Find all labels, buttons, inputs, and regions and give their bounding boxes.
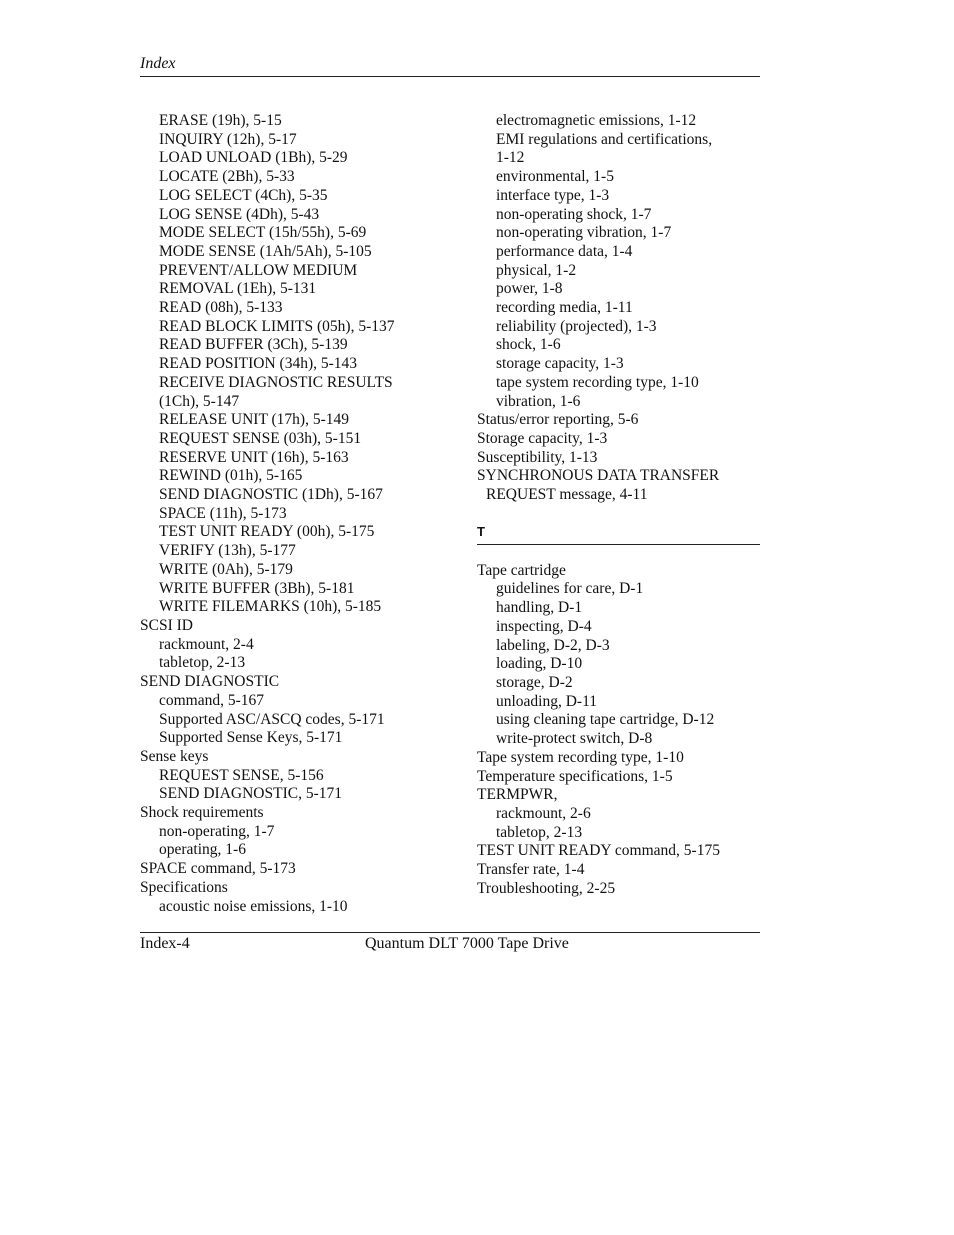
index-subentry: guidelines for care, D-1 xyxy=(496,580,644,598)
index-subentry: electromagnetic emissions, 1-12 xyxy=(496,112,697,129)
index-subentry: tabletop, 2-13 xyxy=(496,823,583,841)
index-entry: SEND DIAGNOSTIC xyxy=(140,673,280,691)
index-subentry: EMI regulations and certifications, xyxy=(496,130,713,148)
index-subentry: READ BUFFER (3Ch), 5-139 xyxy=(159,336,348,354)
index-subentry: power, 1-8 xyxy=(496,280,563,298)
index-subentry: inspecting, D-4 xyxy=(496,617,592,635)
index-subentry: non-operating, 1-7 xyxy=(159,822,275,840)
index-entry: Transfer rate, 1-4 xyxy=(477,861,585,879)
index-entry: Tape system recording type, 1-10 xyxy=(477,748,684,766)
index-subentry: environmental, 1-5 xyxy=(496,168,614,186)
index-subentry: rackmount, 2-4 xyxy=(159,635,254,653)
index-subentry: using cleaning tape cartridge, D-12 xyxy=(496,711,715,729)
index-subentry: VERIFY (13h), 5-177 xyxy=(159,542,296,560)
index-subentry: READ BLOCK LIMITS (05h), 5-137 xyxy=(159,317,395,335)
index-subentry: TEST UNIT READY (00h), 5-175 xyxy=(159,523,375,541)
index-subentry: SPACE (11h), 5-173 xyxy=(159,504,287,522)
index-entry: Sense keys xyxy=(140,747,209,765)
index-subentry: SEND DIAGNOSTIC (1Dh), 5-167 xyxy=(159,486,383,504)
index-subentry: RESERVE UNIT (16h), 5-163 xyxy=(159,448,349,466)
book-title: Quantum DLT 7000 Tape Drive xyxy=(365,935,569,952)
index-entry: Shock requirements xyxy=(140,804,264,822)
index-subentry: unloading, D-11 xyxy=(496,692,598,710)
running-header: Index xyxy=(140,55,176,72)
index-subentry: loading, D-10 xyxy=(496,655,583,673)
index-subentry: reliability (projected), 1-3 xyxy=(496,317,657,335)
index-subentry: storage capacity, 1-3 xyxy=(496,355,624,373)
index-entry: SPACE command, 5-173 xyxy=(140,860,296,878)
index-subentry: command, 5-167 xyxy=(159,691,265,709)
index-entry: TERMPWR, xyxy=(477,786,558,804)
page-number: Index-4 xyxy=(140,935,190,952)
index-subentry: WRITE (0Ah), 5-179 xyxy=(159,560,293,578)
index-subentry: interface type, 1-3 xyxy=(496,186,610,204)
index-subentry: handling, D-1 xyxy=(496,599,583,617)
index-subentry: recording media, 1-11 xyxy=(496,299,633,317)
index-subentry: MODE SENSE (1Ah/5Ah), 5-105 xyxy=(159,242,372,260)
index-subentry: Supported Sense Keys, 5-171 xyxy=(159,729,343,747)
index-subentry: vibration, 1-6 xyxy=(496,392,581,410)
index-subentry: shock, 1-6 xyxy=(496,336,561,354)
index-subentry: non-operating vibration, 1-7 xyxy=(496,224,672,242)
index-entry: SYNCHRONOUS DATA TRANSFER xyxy=(477,467,720,485)
index-column-left xyxy=(140,112,460,916)
index-subentry: REWIND (01h), 5-165 xyxy=(159,467,303,485)
index-subentry: 1-12 xyxy=(496,149,525,167)
index-subentry: operating, 1-6 xyxy=(159,841,246,859)
index-subentry: REQUEST SENSE (03h), 5-151 xyxy=(159,429,362,447)
index-subentry: INQUIRY (12h), 5-17 xyxy=(159,130,297,148)
section-rule xyxy=(477,544,760,545)
index-subentry: SEND DIAGNOSTIC, 5-171 xyxy=(159,785,342,803)
index-subentry: LOG SELECT (4Ch), 5-35 xyxy=(159,186,328,204)
index-subentry: tabletop, 2-13 xyxy=(159,654,246,672)
index-subentry: READ (08h), 5-133 xyxy=(159,299,283,317)
index-subentry: RELEASE UNIT (17h), 5-149 xyxy=(159,411,349,429)
index-column-right xyxy=(477,112,760,898)
index-entry: Storage capacity, 1-3 xyxy=(477,429,608,447)
index-subentry: REQUEST message, 4-11 xyxy=(486,486,648,504)
index-entry: Specifications xyxy=(140,878,228,896)
index-subentry: (1Ch), 5-147 xyxy=(159,392,240,410)
index-entry: Temperature specifications, 1-5 xyxy=(477,767,673,785)
index-subentry: WRITE BUFFER (3Bh), 5-181 xyxy=(159,579,355,597)
section-letter: T xyxy=(477,523,485,539)
index-subentry: LOG SENSE (4Dh), 5-43 xyxy=(159,205,320,223)
index-subentry: REMOVAL (1Eh), 5-131 xyxy=(159,280,317,298)
index-entry: Tape cartridge xyxy=(477,561,566,579)
index-subentry: LOAD UNLOAD (1Bh), 5-29 xyxy=(159,149,348,167)
header-rule xyxy=(140,76,760,77)
index-subentry: READ POSITION (34h), 5-143 xyxy=(159,355,358,373)
index-subentry: PREVENT/ALLOW MEDIUM xyxy=(159,261,358,279)
index-subentry: performance data, 1-4 xyxy=(496,242,633,260)
index-entry: TEST UNIT READY command, 5-175 xyxy=(477,842,720,860)
index-subentry: physical, 1-2 xyxy=(496,261,577,279)
index-subentry: WRITE FILEMARKS (10h), 5-185 xyxy=(159,598,382,616)
index-subentry: MODE SELECT (15h/55h), 5-69 xyxy=(159,224,367,242)
index-subentry: tape system recording type, 1-10 xyxy=(496,373,699,391)
index-subentry: REQUEST SENSE, 5-156 xyxy=(159,766,324,784)
index-subentry: rackmount, 2-6 xyxy=(496,804,591,822)
index-subentry: write-protect switch, D-8 xyxy=(496,730,653,748)
index-subentry: labeling, D-2, D-3 xyxy=(496,636,610,654)
footer-rule xyxy=(140,932,760,933)
index-entry: Troubleshooting, 2-25 xyxy=(477,879,616,897)
index-subentry: RECEIVE DIAGNOSTIC RESULTS xyxy=(159,373,393,391)
index-entry: SCSI ID xyxy=(140,616,193,634)
index-entry: Susceptibility, 1-13 xyxy=(477,448,598,466)
index-entries-s-continued xyxy=(477,112,760,505)
index-subentry: ERASE (19h), 5-15 xyxy=(159,112,282,129)
index-subentry: non-operating shock, 1-7 xyxy=(496,205,652,223)
index-subentry: Supported ASC/ASCQ codes, 5-171 xyxy=(159,710,385,728)
index-subentry: LOCATE (2Bh), 5-33 xyxy=(159,168,295,186)
index-entry: Status/error reporting, 5-6 xyxy=(477,411,639,429)
index-subentry: acoustic noise emissions, 1-10 xyxy=(159,897,348,915)
index-section-t xyxy=(477,524,760,899)
index-subentry: storage, D-2 xyxy=(496,673,573,691)
index-entries-t xyxy=(477,562,760,899)
